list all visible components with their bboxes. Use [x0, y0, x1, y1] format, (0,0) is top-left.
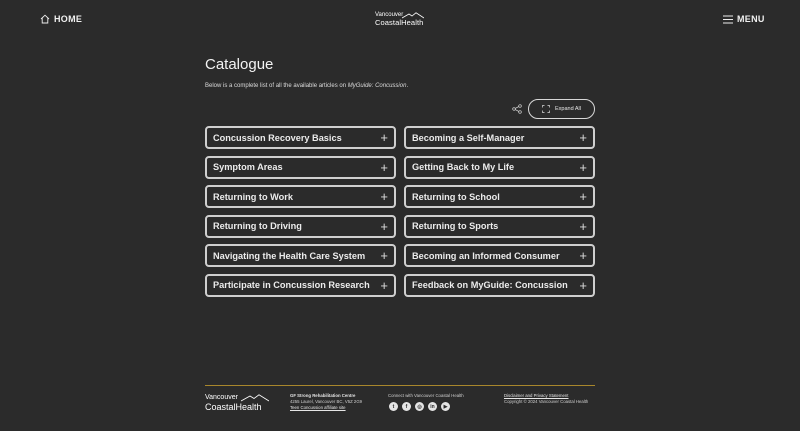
home-icon [40, 14, 50, 24]
share-icon[interactable] [512, 104, 522, 114]
plus-icon: + [579, 189, 587, 205]
accordion-item-symptom-areas[interactable] [205, 156, 396, 179]
accordion-item-navigating-health-care[interactable] [205, 244, 396, 267]
home-link[interactable] [40, 14, 82, 24]
accordion-item-returning-to-driving[interactable] [205, 215, 396, 238]
plus-icon: + [380, 218, 388, 234]
home-label: HOME [54, 14, 83, 24]
plus-icon: + [579, 248, 587, 264]
accordion-item-getting-back-to-my-life[interactable] [404, 156, 595, 179]
vch-logo[interactable] [374, 11, 426, 29]
footer-centre-info [290, 393, 362, 411]
footer-legal [504, 393, 594, 405]
footer-divider [205, 385, 595, 386]
accordion-item-label: Returning to School [412, 191, 500, 202]
site-header [0, 0, 800, 40]
accordion-item-returning-to-sports[interactable] [404, 215, 595, 238]
facebook-icon[interactable]: f [402, 402, 411, 411]
plus-icon: + [380, 277, 388, 293]
footer-vch-logo[interactable] [205, 394, 271, 414]
accordion-item-label: Returning to Driving [213, 221, 302, 232]
disclaimer-link[interactable]: Disclaimer and Privacy Statement [504, 393, 569, 398]
plus-icon: + [579, 159, 587, 175]
accordion-item-label: Symptom Areas [213, 162, 283, 173]
accordion-item-concussion-recovery-basics[interactable] [205, 126, 396, 149]
centre-name: GF Strong Rehabilitation Centre [290, 393, 356, 398]
plus-icon: + [579, 130, 587, 145]
youtube-icon[interactable]: ▶ [441, 402, 450, 411]
accordion-item-label: Participate in Concussion Research [213, 280, 370, 291]
accordion-item-becoming-a-self-manager[interactable] [404, 126, 595, 149]
expand-icon [542, 105, 550, 113]
footer-logo-line1: Vancouver [205, 394, 238, 401]
accordion-item-informed-consumer[interactable] [404, 244, 595, 267]
accordion-item-returning-to-school[interactable] [404, 185, 595, 208]
logo-line1: Vancouver [375, 12, 404, 18]
accordion-item-label: Navigating the Health Care System [213, 250, 366, 261]
menu-button[interactable] [723, 14, 765, 24]
copyright-text: Copyright © 2024 Vancouver Coastal Health [504, 399, 589, 404]
intro-text [205, 83, 408, 89]
plus-icon: + [380, 159, 388, 175]
accordion-item-returning-to-work[interactable] [205, 185, 396, 208]
page-title: Catalogue [205, 56, 274, 73]
intro-suffix: . [406, 83, 409, 89]
accordion-item-label: Concussion Recovery Basics [213, 132, 342, 143]
accordion-item-label: Returning to Sports [412, 221, 499, 232]
accordion-item-label: Becoming a Self-Manager [412, 132, 525, 143]
menu-label: MENU [737, 14, 765, 24]
plus-icon: + [380, 189, 388, 205]
affiliate-link[interactable]: Teen Concussion affiliate site [290, 405, 346, 410]
expand-all-button[interactable] [528, 99, 595, 119]
accordion-item-label: Feedback on MyGuide: Concussion [412, 280, 568, 291]
accordion-item-label: Getting Back to My Life [412, 162, 515, 173]
linkedin-icon[interactable]: in [428, 402, 437, 411]
social-links [389, 402, 450, 411]
catalogue-grid [205, 126, 595, 297]
accordion-item-label: Becoming an Informed Consumer [412, 250, 560, 261]
centre-address: 4255 Laurel, Vancouver BC, V5Z 2G9 [290, 399, 363, 404]
plus-icon: + [579, 218, 587, 234]
instagram-icon[interactable]: ◎ [415, 402, 424, 411]
twitter-icon[interactable]: t [389, 402, 398, 411]
footer-connect-label: Connect with Vancouver Coastal Health [388, 393, 464, 398]
logo-line2: CoastalHealth [375, 18, 424, 27]
intro-emphasis: MyGuide: Concussion [347, 83, 407, 89]
mountain-logo-icon [241, 394, 269, 402]
expand-all-label: Expand All [555, 106, 581, 112]
accordion-item-concussion-research[interactable] [205, 274, 396, 297]
plus-icon: + [579, 277, 587, 293]
hamburger-icon [723, 15, 733, 24]
plus-icon: + [380, 130, 388, 145]
accordion-item-feedback[interactable] [404, 274, 595, 297]
accordion-item-label: Returning to Work [213, 191, 293, 202]
intro-prefix: Below is a complete list of all the available articles on [205, 83, 348, 89]
plus-icon: + [380, 248, 388, 264]
footer-logo-line2: CoastalHealth [205, 402, 262, 412]
